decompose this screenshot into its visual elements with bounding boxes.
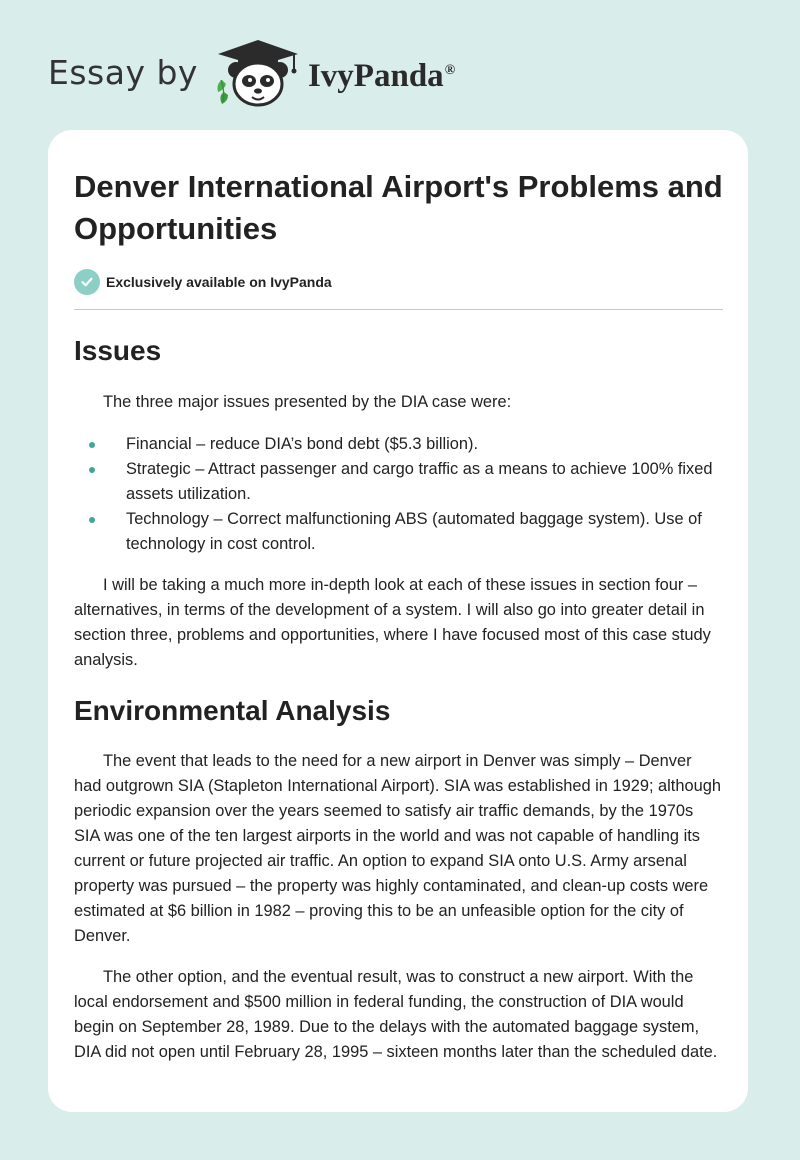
- article-title: Denver International Airport's Problems and Opportunities: [74, 169, 723, 246]
- bullet-icon: [89, 467, 95, 473]
- registered-mark: ®: [444, 62, 456, 78]
- exclusive-badge-label: Exclusively available on IvyPanda: [106, 274, 332, 290]
- brand-name[interactable]: IvyPanda®: [307, 57, 456, 94]
- environmental-paragraph-2: The other option, and the eventual result, was to construct a new airport. With the local endorsement and $500 million in federal funding, the construction of DIA would begin on September 28, 1989. Due to the delays with the automated baggage system, DIA did not open until February 28, 1995 – sixteen months later than the scheduled date.: [74, 968, 718, 1061]
- ivypanda-logo-icon[interactable]: [212, 36, 304, 108]
- brand-prefix: Essay by: [48, 52, 198, 92]
- list-item: Financial – reduce DIA’s bond debt ($5.3 billion).: [74, 432, 723, 457]
- article-content: [74, 166, 723, 1065]
- exclusive-badge: [74, 268, 723, 296]
- section-heading-environmental-analysis: Environmental Analysis: [74, 695, 391, 726]
- title-divider: [74, 309, 723, 310]
- issues-intro: The three major issues presented by the DIA case were:: [103, 393, 512, 411]
- section-heading-issues: Issues: [74, 335, 162, 366]
- bullet-icon: [89, 517, 95, 523]
- check-icon: [74, 269, 100, 295]
- list-item: Strategic – Attract passenger and cargo traffic as a means to achieve 100% fixed assets utilization.: [74, 457, 723, 507]
- site-header: [48, 36, 455, 108]
- bullet-icon: [89, 442, 95, 448]
- issues-paragraph: I will be taking a much more in-depth look at each of these issues in section four – alternatives, in terms of the development of a system. I will also go into greater detail in section three, problems and opportunities, where I have focused most of this case study analysis.: [74, 576, 711, 669]
- list-item: Technology – Correct malfunctioning ABS (automated baggage system). Use of technology in cost control.: [74, 507, 723, 557]
- issues-list: [74, 432, 723, 557]
- article-card: [48, 130, 748, 1112]
- environmental-paragraph-1: The event that leads to the need for a new airport in Denver was simply – Denver had outgrown SIA (Stapleton International Airport). SIA was established in 1929; although periodic expansion over the years seemed to satisfy air traffic demands, by the 1970s SIA was one of the ten largest airports in the world and was not capable of handling its current or future projected air traffic. An option to expand SIA onto U.S. Army arsenal property was pursued – the property was highly contaminated, and clean-up costs were estimated at $6 billion in 1982 – proving this to be an unfeasible option for the city of Denver.: [74, 752, 721, 945]
